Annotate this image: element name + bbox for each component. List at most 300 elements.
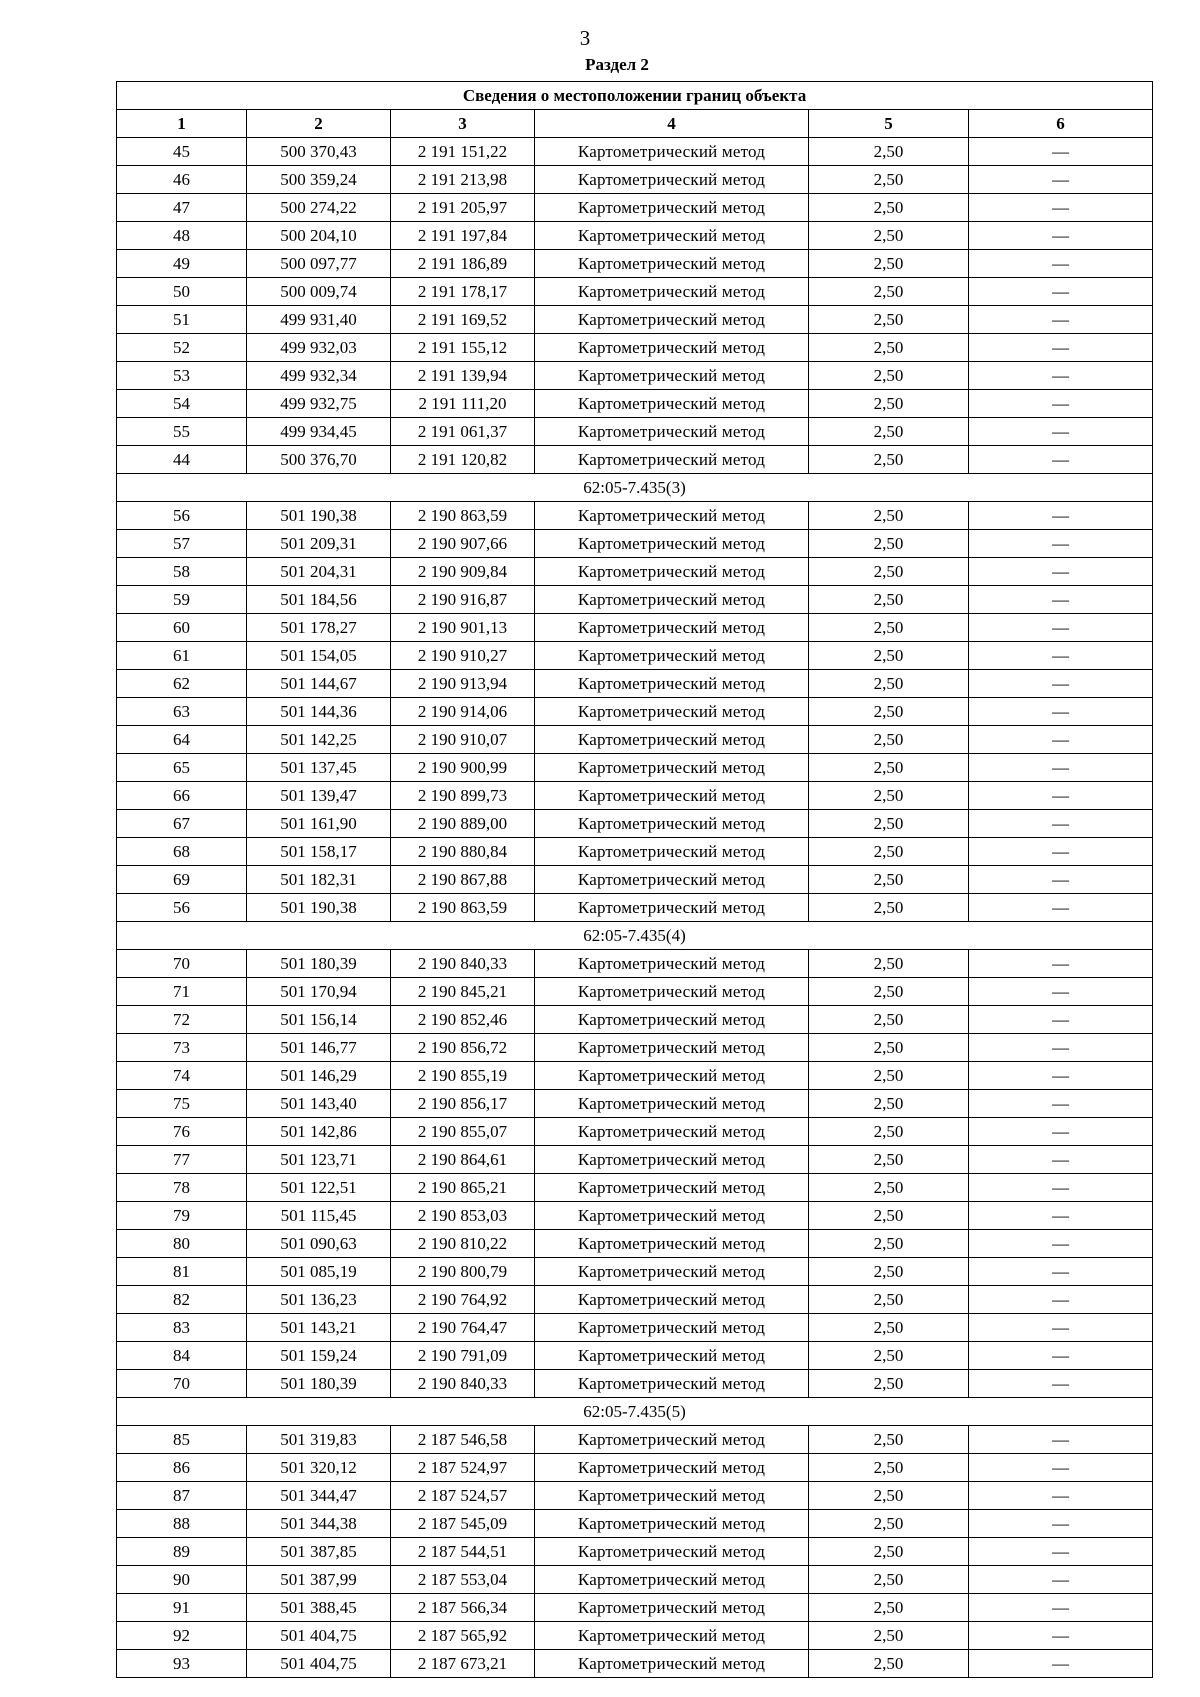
- table-row: [117, 1510, 1153, 1538]
- accuracy-cell: 2,50: [809, 390, 969, 418]
- accuracy-cell: 2,50: [809, 306, 969, 334]
- point-number-cell: 51: [117, 306, 247, 334]
- description-cell: —: [969, 1202, 1153, 1230]
- x-coordinate-cell: 501 142,86: [247, 1118, 391, 1146]
- x-coordinate-cell: 501 159,24: [247, 1342, 391, 1370]
- description-cell: —: [969, 1314, 1153, 1342]
- description-cell: —: [969, 1006, 1153, 1034]
- x-coordinate-cell: 501 387,85: [247, 1538, 391, 1566]
- x-coordinate-cell: 501 144,36: [247, 698, 391, 726]
- point-number-cell: 90: [117, 1566, 247, 1594]
- accuracy-cell: 2,50: [809, 1006, 969, 1034]
- y-coordinate-cell: 2 191 139,94: [391, 362, 535, 390]
- point-number-cell: 83: [117, 1314, 247, 1342]
- x-coordinate-cell: 501 085,19: [247, 1258, 391, 1286]
- description-cell: —: [969, 838, 1153, 866]
- x-coordinate-cell: 499 932,75: [247, 390, 391, 418]
- accuracy-cell: 2,50: [809, 1426, 969, 1454]
- accuracy-cell: 2,50: [809, 1510, 969, 1538]
- description-cell: —: [969, 390, 1153, 418]
- y-coordinate-cell: 2 187 553,04: [391, 1566, 535, 1594]
- point-number-cell: 74: [117, 1062, 247, 1090]
- method-cell: Картометрический метод: [535, 1174, 809, 1202]
- table-row: [117, 166, 1153, 194]
- x-coordinate-cell: 501 344,47: [247, 1482, 391, 1510]
- y-coordinate-cell: 2 187 673,21: [391, 1650, 535, 1678]
- point-number-cell: 46: [117, 166, 247, 194]
- accuracy-cell: 2,50: [809, 446, 969, 474]
- y-coordinate-cell: 2 187 524,97: [391, 1454, 535, 1482]
- point-number-cell: 49: [117, 250, 247, 278]
- point-number-cell: 66: [117, 782, 247, 810]
- point-number-cell: 82: [117, 1286, 247, 1314]
- x-coordinate-cell: 501 388,45: [247, 1594, 391, 1622]
- table-row: [117, 754, 1153, 782]
- description-cell: —: [969, 222, 1153, 250]
- x-coordinate-cell: 500 370,43: [247, 138, 391, 166]
- x-coordinate-cell: 500 376,70: [247, 446, 391, 474]
- accuracy-cell: 2,50: [809, 698, 969, 726]
- table-row: [117, 250, 1153, 278]
- y-coordinate-cell: 2 191 186,89: [391, 250, 535, 278]
- x-coordinate-cell: 501 320,12: [247, 1454, 391, 1482]
- description-cell: —: [969, 250, 1153, 278]
- accuracy-cell: 2,50: [809, 1258, 969, 1286]
- table-row: [117, 558, 1153, 586]
- accuracy-cell: 2,50: [809, 558, 969, 586]
- x-coordinate-cell: 501 170,94: [247, 978, 391, 1006]
- y-coordinate-cell: 2 191 178,17: [391, 278, 535, 306]
- description-cell: —: [969, 1118, 1153, 1146]
- x-coordinate-cell: 501 146,29: [247, 1062, 391, 1090]
- y-coordinate-cell: 2 190 900,99: [391, 754, 535, 782]
- point-number-cell: 61: [117, 642, 247, 670]
- y-coordinate-cell: 2 187 545,09: [391, 1510, 535, 1538]
- y-coordinate-cell: 2 190 863,59: [391, 894, 535, 922]
- point-number-cell: 64: [117, 726, 247, 754]
- accuracy-cell: 2,50: [809, 642, 969, 670]
- method-cell: Картометрический метод: [535, 866, 809, 894]
- y-coordinate-cell: 2 190 840,33: [391, 950, 535, 978]
- y-coordinate-cell: 2 191 213,98: [391, 166, 535, 194]
- point-number-cell: 57: [117, 530, 247, 558]
- accuracy-cell: 2,50: [809, 362, 969, 390]
- table-row: [117, 1650, 1153, 1678]
- column-header: 2: [247, 110, 391, 138]
- point-number-cell: 75: [117, 1090, 247, 1118]
- y-coordinate-cell: 2 190 907,66: [391, 530, 535, 558]
- point-number-cell: 68: [117, 838, 247, 866]
- point-number-cell: 81: [117, 1258, 247, 1286]
- group-row: [117, 474, 1153, 502]
- point-number-cell: 88: [117, 1510, 247, 1538]
- description-cell: —: [969, 1062, 1153, 1090]
- x-coordinate-cell: 501 319,83: [247, 1426, 391, 1454]
- y-coordinate-cell: 2 190 810,22: [391, 1230, 535, 1258]
- point-number-cell: 56: [117, 502, 247, 530]
- method-cell: Картометрический метод: [535, 1594, 809, 1622]
- table-row: [117, 1426, 1153, 1454]
- y-coordinate-cell: 2 191 155,12: [391, 334, 535, 362]
- x-coordinate-cell: 501 139,47: [247, 782, 391, 810]
- table-row: [117, 1370, 1153, 1398]
- x-coordinate-cell: 501 143,21: [247, 1314, 391, 1342]
- accuracy-cell: 2,50: [809, 726, 969, 754]
- method-cell: Картометрический метод: [535, 250, 809, 278]
- x-coordinate-cell: 501 090,63: [247, 1230, 391, 1258]
- method-cell: Картометрический метод: [535, 1454, 809, 1482]
- y-coordinate-cell: 2 190 901,13: [391, 614, 535, 642]
- x-coordinate-cell: 501 184,56: [247, 586, 391, 614]
- description-cell: —: [969, 306, 1153, 334]
- description-cell: —: [969, 166, 1153, 194]
- point-number-cell: 87: [117, 1482, 247, 1510]
- method-cell: Картометрический метод: [535, 1202, 809, 1230]
- point-number-cell: 67: [117, 810, 247, 838]
- method-cell: Картометрический метод: [535, 642, 809, 670]
- table-row: [117, 306, 1153, 334]
- description-cell: —: [969, 138, 1153, 166]
- y-coordinate-cell: 2 190 863,59: [391, 502, 535, 530]
- method-cell: Картометрический метод: [535, 194, 809, 222]
- accuracy-cell: 2,50: [809, 810, 969, 838]
- description-cell: —: [969, 278, 1153, 306]
- point-number-cell: 80: [117, 1230, 247, 1258]
- accuracy-cell: 2,50: [809, 1622, 969, 1650]
- point-number-cell: 71: [117, 978, 247, 1006]
- method-cell: Картометрический метод: [535, 1006, 809, 1034]
- point-number-cell: 47: [117, 194, 247, 222]
- method-cell: Картометрический метод: [535, 1286, 809, 1314]
- description-cell: —: [969, 1650, 1153, 1678]
- y-coordinate-cell: 2 190 852,46: [391, 1006, 535, 1034]
- point-number-cell: 69: [117, 866, 247, 894]
- accuracy-cell: 2,50: [809, 1174, 969, 1202]
- method-cell: Картометрический метод: [535, 810, 809, 838]
- description-cell: —: [969, 754, 1153, 782]
- method-cell: Картометрический метод: [535, 166, 809, 194]
- y-coordinate-cell: 2 190 914,06: [391, 698, 535, 726]
- point-number-cell: 60: [117, 614, 247, 642]
- description-cell: —: [969, 1258, 1153, 1286]
- point-number-cell: 76: [117, 1118, 247, 1146]
- table-row: [117, 866, 1153, 894]
- x-coordinate-cell: 501 144,67: [247, 670, 391, 698]
- y-coordinate-cell: 2 187 566,34: [391, 1594, 535, 1622]
- accuracy-cell: 2,50: [809, 334, 969, 362]
- description-cell: —: [969, 194, 1153, 222]
- point-number-cell: 44: [117, 446, 247, 474]
- method-cell: Картометрический метод: [535, 278, 809, 306]
- table-row: [117, 1594, 1153, 1622]
- method-cell: Картометрический метод: [535, 1230, 809, 1258]
- method-cell: Картометрический метод: [535, 558, 809, 586]
- point-number-cell: 52: [117, 334, 247, 362]
- point-number-cell: 45: [117, 138, 247, 166]
- x-coordinate-cell: 501 143,40: [247, 1090, 391, 1118]
- y-coordinate-cell: 2 190 899,73: [391, 782, 535, 810]
- column-header: 6: [969, 110, 1153, 138]
- point-number-cell: 78: [117, 1174, 247, 1202]
- y-coordinate-cell: 2 190 855,19: [391, 1062, 535, 1090]
- table-row: [117, 138, 1153, 166]
- point-number-cell: 62: [117, 670, 247, 698]
- method-cell: Картометрический метод: [535, 894, 809, 922]
- description-cell: —: [969, 1594, 1153, 1622]
- method-cell: Картометрический метод: [535, 1482, 809, 1510]
- column-number-row: [117, 110, 1153, 138]
- y-coordinate-cell: 2 190 764,92: [391, 1286, 535, 1314]
- method-cell: Картометрический метод: [535, 1062, 809, 1090]
- point-number-cell: 70: [117, 950, 247, 978]
- method-cell: Картометрический метод: [535, 138, 809, 166]
- table-row: [117, 194, 1153, 222]
- accuracy-cell: 2,50: [809, 1482, 969, 1510]
- description-cell: —: [969, 950, 1153, 978]
- method-cell: Картометрический метод: [535, 1566, 809, 1594]
- description-cell: —: [969, 726, 1153, 754]
- x-coordinate-cell: 501 387,99: [247, 1566, 391, 1594]
- description-cell: —: [969, 502, 1153, 530]
- y-coordinate-cell: 2 187 544,51: [391, 1538, 535, 1566]
- point-number-cell: 48: [117, 222, 247, 250]
- description-cell: —: [969, 1426, 1153, 1454]
- x-coordinate-cell: 501 136,23: [247, 1286, 391, 1314]
- y-coordinate-cell: 2 191 197,84: [391, 222, 535, 250]
- x-coordinate-cell: 501 190,38: [247, 502, 391, 530]
- description-cell: —: [969, 362, 1153, 390]
- method-cell: Картометрический метод: [535, 334, 809, 362]
- table-row: [117, 1566, 1153, 1594]
- accuracy-cell: 2,50: [809, 166, 969, 194]
- point-number-cell: 55: [117, 418, 247, 446]
- point-number-cell: 73: [117, 1034, 247, 1062]
- x-coordinate-cell: 501 404,75: [247, 1622, 391, 1650]
- description-cell: —: [969, 1146, 1153, 1174]
- y-coordinate-cell: 2 191 169,52: [391, 306, 535, 334]
- y-coordinate-cell: 2 187 565,92: [391, 1622, 535, 1650]
- x-coordinate-cell: 500 204,10: [247, 222, 391, 250]
- point-number-cell: 93: [117, 1650, 247, 1678]
- accuracy-cell: 2,50: [809, 782, 969, 810]
- description-cell: —: [969, 558, 1153, 586]
- method-cell: Картометрический метод: [535, 754, 809, 782]
- table-row: [117, 978, 1153, 1006]
- accuracy-cell: 2,50: [809, 1202, 969, 1230]
- table-row: [117, 1230, 1153, 1258]
- accuracy-cell: 2,50: [809, 1650, 969, 1678]
- table-row: [117, 670, 1153, 698]
- method-cell: Картометрический метод: [535, 1258, 809, 1286]
- point-number-cell: 58: [117, 558, 247, 586]
- column-header: 1: [117, 110, 247, 138]
- table-body: [117, 138, 1153, 1678]
- table-row: [117, 642, 1153, 670]
- table-row: [117, 334, 1153, 362]
- y-coordinate-cell: 2 190 800,79: [391, 1258, 535, 1286]
- accuracy-cell: 2,50: [809, 1314, 969, 1342]
- section-title: Раздел 2: [585, 55, 649, 74]
- column-header: 5: [809, 110, 969, 138]
- x-coordinate-cell: 501 344,38: [247, 1510, 391, 1538]
- table-row: [117, 362, 1153, 390]
- x-coordinate-cell: 499 931,40: [247, 306, 391, 334]
- table-row: [117, 586, 1153, 614]
- point-number-cell: 84: [117, 1342, 247, 1370]
- y-coordinate-cell: 2 191 111,20: [391, 390, 535, 418]
- method-cell: Картометрический метод: [535, 950, 809, 978]
- description-cell: —: [969, 1370, 1153, 1398]
- accuracy-cell: 2,50: [809, 1538, 969, 1566]
- accuracy-cell: 2,50: [809, 1594, 969, 1622]
- table-row: [117, 390, 1153, 418]
- table-row: [117, 418, 1153, 446]
- method-cell: Картометрический метод: [535, 418, 809, 446]
- y-coordinate-cell: 2 190 916,87: [391, 586, 535, 614]
- point-number-cell: 50: [117, 278, 247, 306]
- x-coordinate-cell: 499 932,03: [247, 334, 391, 362]
- group-label: 62:05-7.435(3): [117, 474, 1153, 502]
- boundary-coordinates-table: [116, 81, 1153, 1678]
- x-coordinate-cell: 501 154,05: [247, 642, 391, 670]
- accuracy-cell: 2,50: [809, 866, 969, 894]
- description-cell: —: [969, 1538, 1153, 1566]
- point-number-cell: 53: [117, 362, 247, 390]
- point-number-cell: 56: [117, 894, 247, 922]
- accuracy-cell: 2,50: [809, 1370, 969, 1398]
- description-cell: —: [969, 894, 1153, 922]
- point-number-cell: 77: [117, 1146, 247, 1174]
- description-cell: —: [969, 782, 1153, 810]
- method-cell: Картометрический метод: [535, 978, 809, 1006]
- accuracy-cell: 2,50: [809, 1062, 969, 1090]
- method-cell: Картометрический метод: [535, 1146, 809, 1174]
- description-cell: —: [969, 978, 1153, 1006]
- table-row: [117, 614, 1153, 642]
- method-cell: Картометрический метод: [535, 586, 809, 614]
- table-row: [117, 782, 1153, 810]
- y-coordinate-cell: 2 191 061,37: [391, 418, 535, 446]
- table-row: [117, 446, 1153, 474]
- accuracy-cell: 2,50: [809, 950, 969, 978]
- y-coordinate-cell: 2 190 764,47: [391, 1314, 535, 1342]
- method-cell: Картометрический метод: [535, 614, 809, 642]
- accuracy-cell: 2,50: [809, 670, 969, 698]
- y-coordinate-cell: 2 187 524,57: [391, 1482, 535, 1510]
- description-cell: —: [969, 1342, 1153, 1370]
- table-row: [117, 502, 1153, 530]
- x-coordinate-cell: 501 178,27: [247, 614, 391, 642]
- group-row: [117, 922, 1153, 950]
- method-cell: Картометрический метод: [535, 1118, 809, 1146]
- x-coordinate-cell: 499 932,34: [247, 362, 391, 390]
- accuracy-cell: 2,50: [809, 502, 969, 530]
- page-number: 3: [579, 26, 591, 50]
- x-coordinate-cell: 501 158,17: [247, 838, 391, 866]
- description-cell: —: [969, 698, 1153, 726]
- description-cell: —: [969, 1090, 1153, 1118]
- accuracy-cell: 2,50: [809, 754, 969, 782]
- description-cell: —: [969, 446, 1153, 474]
- y-coordinate-cell: 2 190 840,33: [391, 1370, 535, 1398]
- y-coordinate-cell: 2 190 853,03: [391, 1202, 535, 1230]
- group-label: 62:05-7.435(4): [117, 922, 1153, 950]
- column-header: 3: [391, 110, 535, 138]
- accuracy-cell: 2,50: [809, 222, 969, 250]
- method-cell: Картометрический метод: [535, 838, 809, 866]
- y-coordinate-cell: 2 190 855,07: [391, 1118, 535, 1146]
- table-row: [117, 1034, 1153, 1062]
- table-row: [117, 1538, 1153, 1566]
- table-row: [117, 530, 1153, 558]
- table-row: [117, 1090, 1153, 1118]
- description-cell: —: [969, 1286, 1153, 1314]
- accuracy-cell: 2,50: [809, 1118, 969, 1146]
- accuracy-cell: 2,50: [809, 838, 969, 866]
- table-row: [117, 278, 1153, 306]
- method-cell: Картометрический метод: [535, 1342, 809, 1370]
- accuracy-cell: 2,50: [809, 530, 969, 558]
- x-coordinate-cell: 501 123,71: [247, 1146, 391, 1174]
- accuracy-cell: 2,50: [809, 1566, 969, 1594]
- x-coordinate-cell: 500 009,74: [247, 278, 391, 306]
- y-coordinate-cell: 2 190 889,00: [391, 810, 535, 838]
- y-coordinate-cell: 2 190 845,21: [391, 978, 535, 1006]
- description-cell: —: [969, 1482, 1153, 1510]
- accuracy-cell: 2,50: [809, 1454, 969, 1482]
- accuracy-cell: 2,50: [809, 586, 969, 614]
- accuracy-cell: 2,50: [809, 614, 969, 642]
- method-cell: Картометрический метод: [535, 1622, 809, 1650]
- accuracy-cell: 2,50: [809, 1230, 969, 1258]
- description-cell: —: [969, 614, 1153, 642]
- table-row: [117, 950, 1153, 978]
- method-cell: Картометрический метод: [535, 1538, 809, 1566]
- description-cell: —: [969, 866, 1153, 894]
- table-row: [117, 1062, 1153, 1090]
- x-coordinate-cell: 500 097,77: [247, 250, 391, 278]
- x-coordinate-cell: 501 204,31: [247, 558, 391, 586]
- table-row: [117, 1482, 1153, 1510]
- method-cell: Картометрический метод: [535, 1090, 809, 1118]
- description-cell: —: [969, 1566, 1153, 1594]
- x-coordinate-cell: 501 161,90: [247, 810, 391, 838]
- table-row: [117, 1286, 1153, 1314]
- y-coordinate-cell: 2 187 546,58: [391, 1426, 535, 1454]
- table-row: [117, 726, 1153, 754]
- point-number-cell: 91: [117, 1594, 247, 1622]
- y-coordinate-cell: 2 190 856,72: [391, 1034, 535, 1062]
- table-row: [117, 1118, 1153, 1146]
- x-coordinate-cell: 501 115,45: [247, 1202, 391, 1230]
- description-cell: —: [969, 1034, 1153, 1062]
- point-number-cell: 72: [117, 1006, 247, 1034]
- x-coordinate-cell: 501 146,77: [247, 1034, 391, 1062]
- point-number-cell: 65: [117, 754, 247, 782]
- y-coordinate-cell: 2 190 865,21: [391, 1174, 535, 1202]
- method-cell: Картометрический метод: [535, 726, 809, 754]
- y-coordinate-cell: 2 190 913,94: [391, 670, 535, 698]
- accuracy-cell: 2,50: [809, 278, 969, 306]
- y-coordinate-cell: 2 190 864,61: [391, 1146, 535, 1174]
- table-row: [117, 894, 1153, 922]
- table-caption-row: [117, 82, 1153, 110]
- x-coordinate-cell: 501 156,14: [247, 1006, 391, 1034]
- description-cell: —: [969, 334, 1153, 362]
- accuracy-cell: 2,50: [809, 418, 969, 446]
- table-row: [117, 222, 1153, 250]
- table-row: [117, 1258, 1153, 1286]
